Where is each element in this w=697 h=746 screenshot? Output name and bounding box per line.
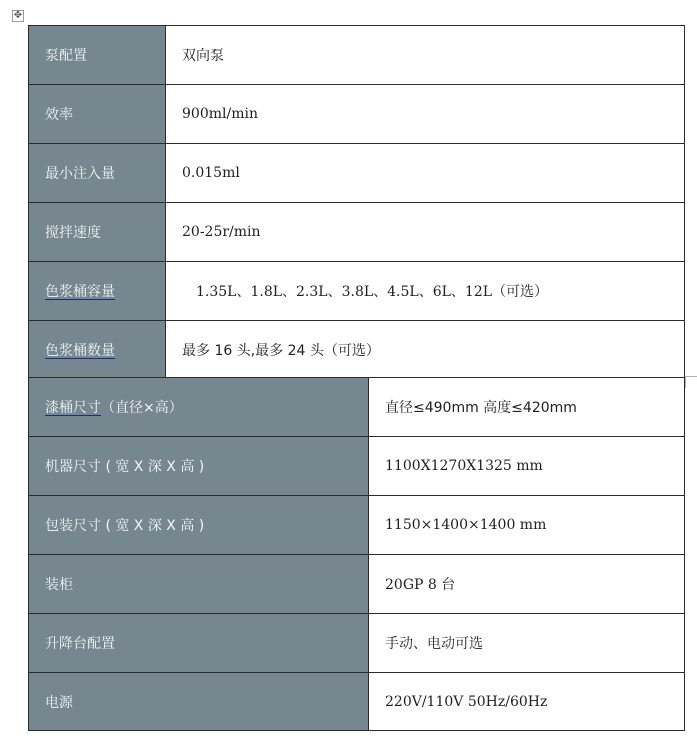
table-row (29, 614, 685, 673)
row-value: 1100X1270X1325 mm (369, 437, 685, 496)
table-end-marker (685, 376, 697, 388)
spec-table-bottom (28, 377, 685, 731)
row-label: 装柜 (29, 555, 369, 614)
row-label: 升降台配置 (29, 614, 369, 673)
row-label: 最小注入量 (29, 144, 166, 203)
table-row (29, 203, 685, 262)
row-value: 手动、电动可选 (369, 614, 685, 673)
table-row (29, 26, 685, 85)
table-row (29, 555, 685, 614)
table-row (29, 144, 685, 203)
table-row (29, 496, 685, 555)
row-label (29, 262, 166, 321)
row-label (29, 321, 166, 379)
row-value: 1150×1400×1400 mm (369, 496, 685, 555)
table-row (29, 673, 685, 731)
row-value: 1.35L、1.8L、2.3L、3.8L、4.5L、6L、12L（可选） (166, 262, 685, 321)
row-label-text: 色浆桶容量 (45, 284, 115, 300)
row-value: 直径≤490mm 高度≤420mm (369, 378, 685, 437)
spec-table-top (28, 25, 685, 379)
table-row (29, 321, 685, 379)
row-label: 电源 (29, 673, 369, 731)
row-label: 搅拌速度 (29, 203, 166, 262)
row-value: 最多 16 头,最多 24 头（可选） (166, 321, 685, 379)
row-value: 20GP 8 台 (369, 555, 685, 614)
row-label-suffix: （直径×高） (101, 400, 183, 416)
row-label-text: 漆桶尺寸 (45, 400, 101, 416)
row-value: 双向泵 (166, 26, 685, 85)
row-label: 泵配置 (29, 26, 166, 85)
row-value: 20-25r/min (166, 203, 685, 262)
row-value: 900ml/min (166, 85, 685, 144)
row-label (29, 378, 369, 437)
row-label-text: 色浆桶数量 (45, 342, 115, 359)
row-value: 220V/110V 50Hz/60Hz (369, 673, 685, 731)
table-move-icon[interactable]: ✥ (13, 10, 23, 21)
row-value: 0.015ml (166, 144, 685, 203)
table-row (29, 437, 685, 496)
table-row (29, 85, 685, 144)
row-label: 机器尺寸 ( 宽 X 深 X 高 ) (29, 437, 369, 496)
row-label: 效率 (29, 85, 166, 144)
table-row (29, 262, 685, 321)
table-row (29, 378, 685, 437)
row-label: 包装尺寸 ( 宽 X 深 X 高 ) (29, 496, 369, 555)
